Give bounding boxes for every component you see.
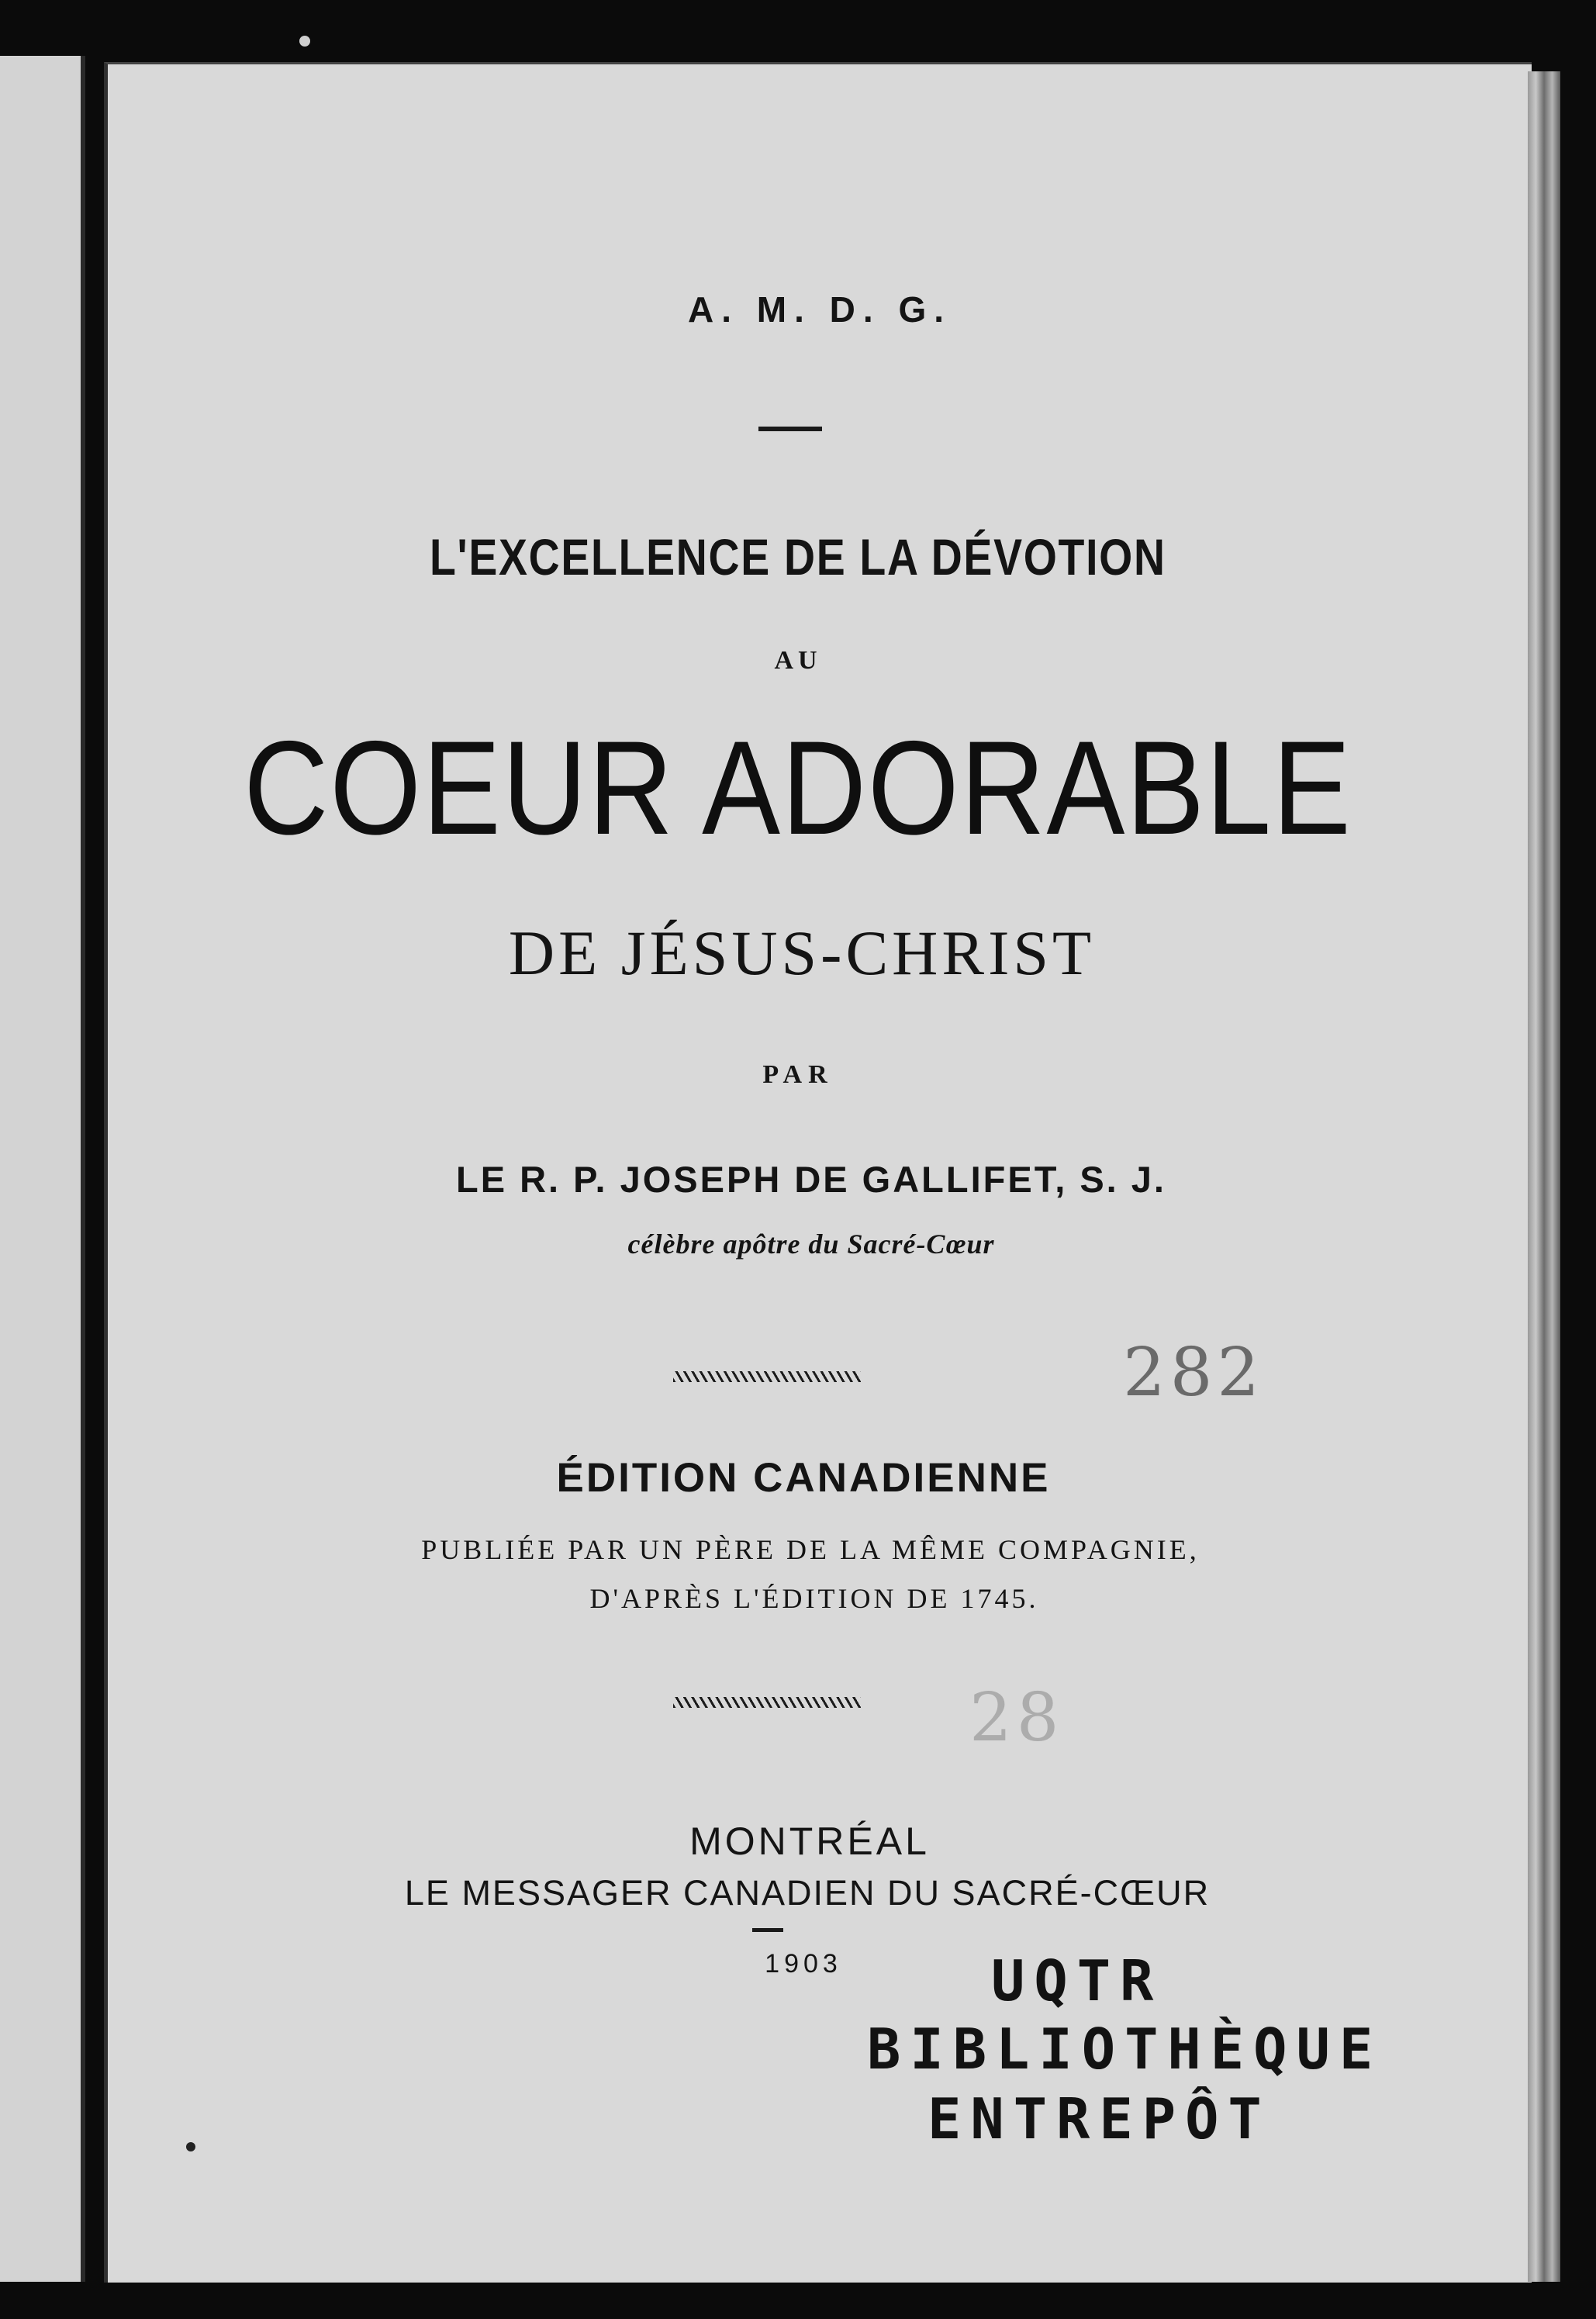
title-line-1: L'EXCELLENCE DE LA DÉVOTION (429, 528, 1166, 586)
call-number-stamp-faded: 28 (969, 1679, 1064, 1757)
imprint-city: MONTRÉAL (689, 1820, 930, 1863)
main-title: COEUR ADORABLE (244, 714, 1352, 862)
ink-speck (299, 36, 310, 47)
edition-heading: ÉDITION CANADIENNE (556, 1455, 1051, 1501)
imprint-publisher: LE MESSAGER CANADIEN DU SACRÉ-CŒUR (404, 1873, 1211, 1913)
by-line: PAR (762, 1060, 834, 1089)
edition-note-line-2: D'APRÈS L'ÉDITION DE 1745. (589, 1583, 1039, 1614)
ornamental-rule (758, 427, 822, 431)
title-connector: AU (774, 646, 822, 675)
author-name: LE R. P. JOSEPH DE GALLIFET, S. J. (456, 1159, 1166, 1200)
imprint-year: 1903 (765, 1949, 842, 1979)
wavy-divider-bottom (673, 1697, 861, 1708)
library-stamp-line-2: BIBLIOTHÈQUE (867, 2017, 1383, 2082)
library-stamp-line-3: ENTREPÔT (928, 2086, 1271, 2151)
subtitle: DE JÉSUS-CHRIST (508, 918, 1096, 988)
ink-speck (186, 2142, 195, 2151)
wavy-divider-top (673, 1371, 861, 1382)
edition-note-line-1: PUBLIÉE PAR UN PÈRE DE LA MÊME COMPAGNIE, (421, 1534, 1200, 1565)
amdg-heading: A. M. D. G. (688, 289, 952, 330)
library-stamp-line-1: UQTR (991, 1948, 1163, 2013)
imprint-rule (752, 1928, 783, 1932)
author-epithet: célèbre apôtre du Sacré-Cœur (627, 1229, 995, 1260)
call-number-stamp: 282 (1123, 1334, 1265, 1412)
